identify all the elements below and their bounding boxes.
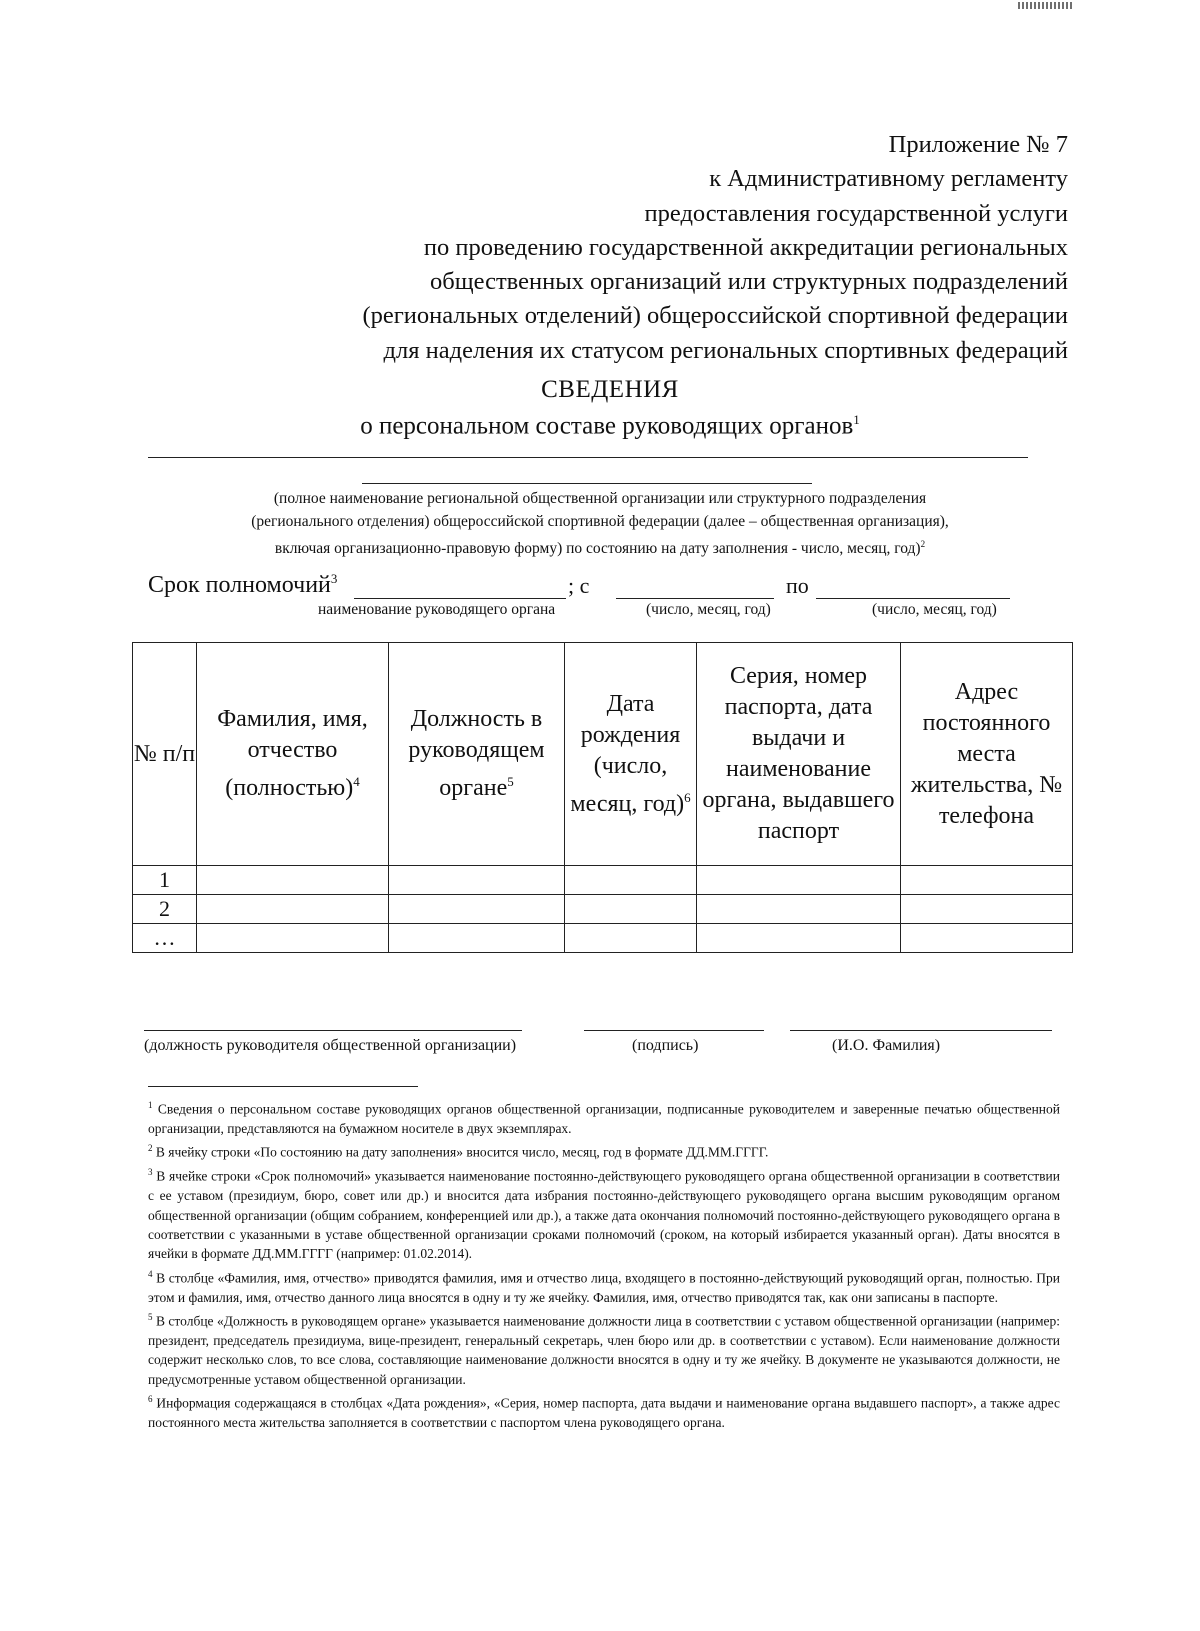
- header-text: Серия, номер паспорта, дата выдачи и наименование органа, выдавшего паспорт: [702, 663, 895, 844]
- footnote-text: В столбце «Должность в руководящем органе» указывается наименование должности лица в соответствии с уставом общественной организации (например: президент, председатель президиума, вице-президент, генеральный секретарь, член бюро или др. в соответствии с уставом). Если наименование должности содержит несколько слов, то все слова, составляющие наименование должности вносятся в одну и ту же ячейку. В документе не указываются должности, не предусмотренные уставом общественной организации.: [148, 1313, 1061, 1387]
- row-number: 1: [133, 866, 197, 895]
- cell-address[interactable]: [901, 866, 1073, 895]
- cell-birth-date[interactable]: [565, 866, 697, 895]
- footnote-text: В столбце «Фамилия, имя, отчество» приводятся фамилия, имя и отчество лица, входящего в постоянно-действующий руководящий орган, полностью. При этом и фамилия, имя, отчество данного лица вносятся в одну и ту же ячейку. Фамилия, имя, отчество приводятся так, как они записаны в паспорте.: [148, 1270, 1061, 1305]
- org-name-caption: [140, 488, 1060, 561]
- header-number: [133, 643, 197, 866]
- term-row: [148, 571, 1048, 605]
- term-from-blank[interactable]: [616, 598, 774, 599]
- org-name-line[interactable]: [148, 457, 1028, 458]
- scan-barcode-mark: [1018, 2, 1072, 9]
- cell-full-name[interactable]: [197, 866, 389, 895]
- footnote-separator: [148, 1086, 418, 1087]
- footnote: [148, 1139, 1060, 1162]
- footnote-mark: 1: [148, 1100, 153, 1110]
- cell-address[interactable]: [901, 895, 1073, 924]
- appendix-line: предоставления государственной услуги: [644, 199, 1068, 227]
- row-number: 2: [133, 895, 197, 924]
- footnote-ref: 4: [353, 774, 360, 789]
- header-text: Дата рождения (число, месяц, год): [570, 690, 685, 817]
- cell-passport[interactable]: [697, 924, 901, 953]
- footnote-ref: 3: [330, 571, 338, 586]
- cell-position[interactable]: [389, 924, 565, 953]
- cell-position[interactable]: [389, 895, 565, 924]
- signature-line[interactable]: [584, 1030, 764, 1031]
- footnote-mark: 5: [148, 1312, 153, 1323]
- signer-position-label: (должность руководителя общественной организации): [144, 1037, 517, 1054]
- footnote-ref: 6: [684, 789, 691, 805]
- document-subtitle: [0, 412, 1200, 440]
- header-full-name: [197, 643, 389, 866]
- term-label: [148, 571, 337, 599]
- footnote: [148, 1096, 1060, 1138]
- appendix-line: по проведению государственной аккредитации региональных: [423, 233, 1068, 261]
- table-row: [133, 866, 1073, 895]
- appendix-line: общественных организаций или структурных подразделений: [430, 268, 1068, 296]
- footnote: [148, 1265, 1060, 1307]
- management-table: [132, 642, 1073, 953]
- footnote-mark: 4: [148, 1268, 153, 1279]
- term-to-hint: (число, месяц, год): [872, 601, 997, 618]
- document-title: СВЕДЕНИЯ: [541, 376, 679, 403]
- footnote-text: Сведения о персональном составе руководящих органов общественной организации, подписанные руководителем и заверенные печатью общественной организации, представляются на бумажном носителе в двух экземплярах.: [148, 1101, 1060, 1136]
- caption-line-text: включая организационно-правовую форму) по состоянию на дату заполнения - число, месяц, год): [274, 540, 921, 558]
- term-from-label: ; с: [568, 573, 590, 598]
- signer-name-label: (И.О. Фамилия): [832, 1037, 941, 1054]
- term-from-hint: (число, месяц, год): [646, 601, 771, 618]
- footnote-ref: 2: [920, 539, 926, 549]
- cell-full-name[interactable]: [197, 924, 389, 953]
- footnote: [148, 1390, 1060, 1432]
- term-body-hint: наименование руководящего органа: [318, 601, 556, 618]
- footnote-mark: 3: [148, 1167, 153, 1178]
- cell-address[interactable]: [901, 924, 1073, 953]
- subtitle-text: о персональном составе руководящих органов: [360, 412, 854, 440]
- signature-label: (подпись): [632, 1037, 699, 1054]
- header-passport: [697, 643, 901, 866]
- caption-line: (полное наименование региональной общественной организации или структурного подразделения: [273, 490, 927, 507]
- table-row: [133, 895, 1073, 924]
- signer-position-line[interactable]: [144, 1030, 522, 1031]
- appendix-line: Приложение № 7: [888, 131, 1068, 158]
- term-body-blank[interactable]: [354, 598, 566, 599]
- cell-passport[interactable]: [697, 866, 901, 895]
- appendix-header: [248, 128, 1068, 368]
- footnote-text: В ячейку строки «По состоянию на дату заполнения» вносится число, месяц, год в формате ДД.ММ.ГГГГ.: [155, 1144, 769, 1160]
- row-number: …: [133, 924, 197, 953]
- caption-line: (регионального отделения) общероссийской спортивной федерации (далее – общественная организация),: [251, 512, 949, 530]
- footnote: [148, 1308, 1060, 1389]
- table-header-row: [133, 643, 1073, 866]
- footnote-ref: 1: [853, 412, 860, 427]
- footnote-ref: 5: [507, 774, 514, 789]
- header-text: Должность в руководящем органе: [408, 706, 545, 801]
- footnote-mark: 6: [148, 1394, 153, 1405]
- footnote-text: В ячейке строки «Срок полномочий» указывается наименование постоянно-действующего руководящего органа общественной организации в соответствии с ее уставом (президиум, бюро, совет или др.) и вносится дата избрания постоянно-действующего руководящего органа высшим руководящим органом общественной организации (общим собранием, конференцией или др.), а также дата окончания полномочий постоянно-действующего руководящего органа в соответствии с указанными в уставе общественной организации сроками полномочий (сроком, на который избирается указанный орган). Даты вносятся в ячейки в формате ДД.ММ.ГГГГ (например: 01.02.2014).: [148, 1168, 1061, 1262]
- footnote: [148, 1163, 1060, 1264]
- term-to-blank[interactable]: [816, 598, 1010, 599]
- appendix-line: (региональных отделений) общероссийской спортивной федерации: [362, 302, 1068, 330]
- cell-birth-date[interactable]: [565, 924, 697, 953]
- appendix-line: для наделения их статусом региональных спортивных федераций: [383, 336, 1068, 364]
- caption-line: [140, 533, 1060, 561]
- org-name-line-2[interactable]: [362, 483, 812, 484]
- term-label-text: Срок полномочий: [148, 572, 331, 598]
- signer-name-line[interactable]: [790, 1030, 1052, 1031]
- header-position: [389, 643, 565, 866]
- footnotes: [148, 1096, 1060, 1434]
- appendix-line: к Административному регламенту: [709, 165, 1068, 193]
- header-text: № п/п: [133, 740, 196, 767]
- cell-position[interactable]: [389, 866, 565, 895]
- footnote-mark: 2: [148, 1143, 153, 1154]
- cell-passport[interactable]: [697, 895, 901, 924]
- header-address: [901, 643, 1073, 866]
- table-row: [133, 924, 1073, 953]
- header-text: Адрес постоянного места жительства, № телефона: [910, 678, 1063, 829]
- cell-birth-date[interactable]: [565, 895, 697, 924]
- header-text: Фамилия, имя, отчество (полностью): [217, 706, 368, 801]
- footnote-text: Информация содержащаяся в столбцах «Дата рождения», «Серия, номер паспорта, дата выдачи и наименование органа выдавшего паспорт», а также адрес постоянного места жительства заполняется в соответствии с паспортом члена руководящего органа.: [148, 1395, 1061, 1431]
- header-birth-date: [565, 643, 697, 866]
- cell-full-name[interactable]: [197, 895, 389, 924]
- term-to-label: по: [786, 573, 809, 598]
